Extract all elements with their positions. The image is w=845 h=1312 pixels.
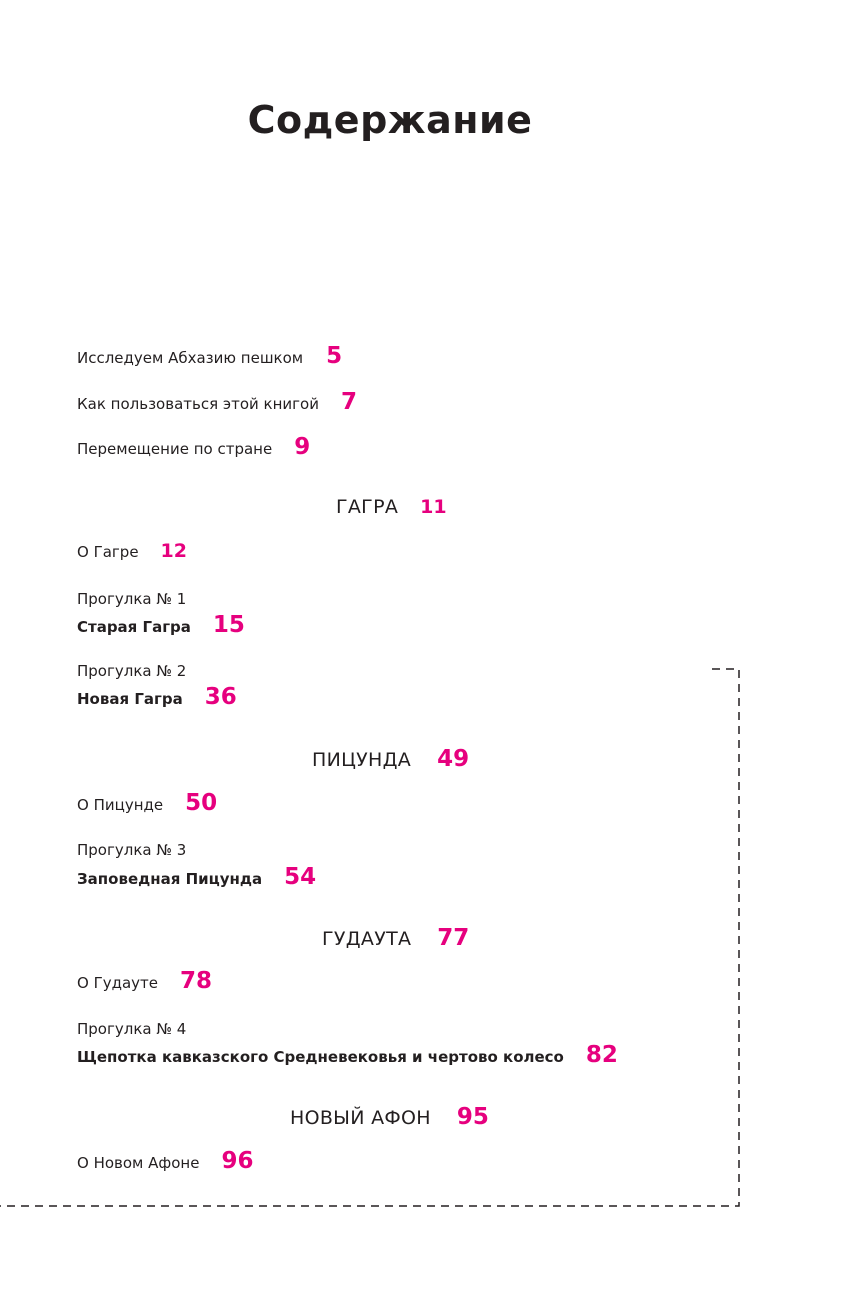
toc-page-number: 96 <box>221 1148 254 1174</box>
section-page-number: 11 <box>420 496 447 518</box>
toc-entry-label: Исследуем Абхазию пешком <box>77 349 304 367</box>
toc-entry-label: Щепотка кавказского Средневековья и чертово колесо <box>77 1048 564 1066</box>
toc-entry-label: О Пицунде <box>77 796 164 814</box>
toc-page-number: 54 <box>284 864 317 890</box>
toc-entry-about-new-athos[interactable] <box>77 1148 253 1174</box>
toc-entry-label: Перемещение по стране <box>77 440 273 458</box>
toc-entry-label: Как пользоваться этой книгой <box>77 395 319 413</box>
toc-page-number: 36 <box>204 684 237 710</box>
walk-number-4: Прогулка № 4 <box>77 1020 187 1038</box>
section-label: НОВЫЙ АФОН <box>290 1107 431 1129</box>
section-gudauta[interactable] <box>322 925 469 951</box>
toc-page-number: 5 <box>326 343 343 369</box>
toc-entry-label: О Новом Афоне <box>77 1154 200 1172</box>
section-new-athos[interactable] <box>290 1104 489 1130</box>
page-title: Содержание <box>247 98 533 142</box>
toc-entry-label: О Гагре <box>77 543 139 561</box>
toc-page-number: 82 <box>585 1042 618 1068</box>
toc-page-number: 78 <box>180 968 213 994</box>
toc-entry-about-gagra[interactable] <box>77 540 187 562</box>
section-gagra[interactable] <box>336 496 447 518</box>
toc-entry-label: Новая Гагра <box>77 690 183 708</box>
toc-entry-how-to-use[interactable] <box>77 389 357 415</box>
walk-number-2: Прогулка № 2 <box>77 662 187 680</box>
toc-entry-walk-2[interactable] <box>77 684 237 710</box>
section-page-number: 95 <box>456 1104 489 1130</box>
toc-entry-about-pitsunda[interactable] <box>77 790 217 816</box>
toc-page-number: 7 <box>340 389 357 415</box>
toc-entry-transport[interactable] <box>77 434 310 460</box>
section-label: ГАГРА <box>336 496 399 518</box>
toc-entry-label: Заповедная Пицунда <box>77 870 263 888</box>
section-page-number: 49 <box>437 746 470 772</box>
toc-page-number: 15 <box>212 612 245 638</box>
toc-page-number: 9 <box>294 434 311 460</box>
toc-entry-label: Старая Гагра <box>77 618 191 636</box>
walk-number-3: Прогулка № 3 <box>77 841 187 859</box>
toc-entry-walk-4[interactable] <box>77 1042 618 1068</box>
toc-entry-about-gudauta[interactable] <box>77 968 212 994</box>
toc-page-number: 50 <box>185 790 218 816</box>
section-pitsunda[interactable] <box>312 746 469 772</box>
walk-number-1: Прогулка № 1 <box>77 590 187 608</box>
toc-entry-walk-1[interactable] <box>77 612 245 638</box>
toc-page-number: 12 <box>160 540 187 562</box>
toc-entry-walk-3[interactable] <box>77 864 316 890</box>
section-label: ГУДАУТА <box>322 928 412 950</box>
section-label: ПИЦУНДА <box>312 749 412 771</box>
toc-entry-label: О Гудауте <box>77 974 159 992</box>
section-page-number: 77 <box>437 925 470 951</box>
toc-entry-explore[interactable] <box>77 343 342 369</box>
